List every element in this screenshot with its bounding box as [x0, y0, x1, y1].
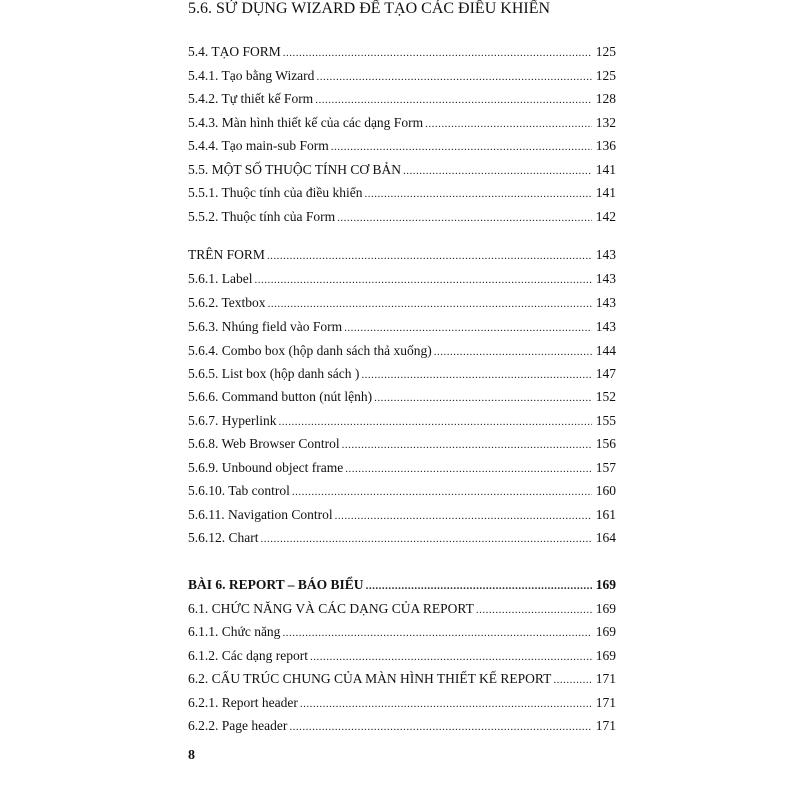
toc-entry-label: 5.6.2. Textbox [188, 295, 266, 310]
toc-entry [188, 433, 616, 455]
toc-entry-label: 5.6.4. Combo box (hộp danh sách thả xuống) [188, 343, 432, 358]
toc-entry [188, 715, 616, 737]
dot-leader [261, 528, 593, 550]
toc-entry-label: 5.5. MỘT SỐ THUỘC TÍNH CƠ BẢN [188, 162, 402, 177]
toc-entry-page: 143 [595, 247, 616, 262]
toc-entry-page: 169 [595, 577, 616, 592]
toc-entry [188, 159, 616, 181]
toc-entry-page: 155 [595, 413, 616, 428]
toc-entry-page: 171 [595, 695, 616, 710]
toc-entry [188, 316, 616, 338]
dot-leader [267, 245, 592, 267]
toc-entry-page: 152 [595, 389, 616, 404]
toc-entry-page: 132 [595, 115, 616, 130]
toc-entry-label: 5.6.6. Command button (nút lệnh) [188, 389, 373, 404]
toc-entry [188, 65, 616, 87]
toc-entry-label: 5.5.2. Thuộc tính của Form [188, 209, 336, 224]
toc-entry [188, 244, 616, 266]
toc-chapter-entry [188, 574, 616, 596]
toc-entry-label: 6.2. CẤU TRÚC CHUNG CỦA MÀN HÌNH THIẾT KẾ REPORT [188, 671, 552, 686]
dot-leader [425, 113, 592, 135]
dot-leader [289, 716, 592, 738]
toc-entry-label: 6.2.2. Page header [188, 718, 288, 733]
toc-entry-page: 143 [595, 319, 616, 334]
dot-leader [310, 646, 592, 668]
toc-entry-page: 169 [595, 601, 616, 616]
toc-entry [188, 206, 616, 228]
toc-entry-label: 5.6.7. Hyperlink [188, 413, 277, 428]
dot-leader [283, 42, 592, 64]
toc-entry-page: 171 [595, 718, 616, 733]
toc-entry-page: 143 [595, 271, 616, 286]
toc-entry-label: 6.1.2. Các dạng report [188, 648, 308, 663]
toc-entry-page: 141 [595, 162, 616, 177]
toc-entry-page: 142 [595, 209, 616, 224]
toc-entry [188, 268, 616, 290]
dot-leader [374, 387, 592, 409]
toc-entry-label: 5.6.12. Chart [188, 530, 259, 545]
toc-entry-page: 125 [595, 44, 616, 59]
toc-entry [188, 410, 616, 432]
toc-entry [188, 692, 616, 714]
toc-entry-label: 5.6.8. Web Browser Control [188, 436, 340, 451]
dot-leader [315, 89, 592, 111]
toc-entry-label: BÀI 6. REPORT – BÁO BIỂU [188, 577, 364, 592]
toc-entry-label: 5.6.5. List box (hộp danh sách ) [188, 366, 360, 381]
dot-leader [344, 317, 592, 339]
dot-leader [300, 693, 592, 715]
dot-leader [337, 207, 592, 229]
toc-entry-label: 5.4.1. Tạo bằng Wizard [188, 68, 315, 83]
toc-entry [188, 340, 616, 362]
toc-entry [188, 504, 616, 526]
dot-leader [361, 364, 592, 386]
dot-leader [364, 183, 592, 205]
dot-leader [279, 411, 593, 433]
dot-leader [335, 505, 592, 527]
toc-entry-label: 5.6.11. Navigation Control [188, 507, 333, 522]
toc-entry-label: 6.1. CHỨC NĂNG VÀ CÁC DẠNG CỦA REPORT [188, 601, 474, 616]
toc-entry [188, 645, 616, 667]
dot-leader [342, 434, 592, 456]
toc-entry [188, 527, 616, 549]
toc-entry-page: 136 [595, 138, 616, 153]
toc-entry-label-line1: 5.6. SỬ DỤNG WIZARD ĐỂ TẠO CÁC ĐIỀU KHIỂN [188, 0, 551, 17]
toc-entry-label: 6.2.1. Report header [188, 695, 298, 710]
toc-entry-page: 161 [595, 507, 616, 522]
toc-entry-page: 160 [595, 483, 616, 498]
toc-entry-page: 171 [595, 671, 616, 686]
toc-entry-page: 169 [595, 624, 616, 639]
toc-entry-page: 157 [595, 460, 616, 475]
toc-entry-label: 5.6.9. Unbound object frame [188, 460, 344, 475]
toc-entry [188, 363, 616, 385]
toc-entry-page: 141 [595, 185, 616, 200]
dot-leader [366, 575, 592, 597]
toc-entry-label: 5.4.4. Tạo main-sub Form [188, 138, 329, 153]
toc-entry [188, 386, 616, 408]
toc-entry [188, 135, 616, 157]
toc-entry-label: TRÊN FORM [188, 247, 265, 262]
toc-entry-label: 6.1.1. Chức năng [188, 624, 281, 639]
toc-entry-label: 5.5.1. Thuộc tính của điều khiển [188, 185, 363, 200]
dot-leader [254, 269, 592, 291]
toc-entry [188, 480, 616, 502]
toc-entry-page: 147 [595, 366, 616, 381]
dot-leader [268, 293, 592, 315]
toc-entry-page: 164 [595, 530, 616, 545]
toc-entry-page: 125 [595, 68, 616, 83]
dot-leader [345, 458, 592, 480]
toc-entry-label: 5.4. TẠO FORM [188, 44, 281, 59]
toc-entry [188, 88, 616, 110]
toc-entry [188, 598, 616, 620]
toc-entry [188, 182, 616, 204]
dot-leader [331, 136, 592, 158]
dot-leader [403, 160, 592, 182]
toc-entry-page: 128 [595, 91, 616, 106]
table-of-contents [188, 0, 616, 733]
dot-leader [476, 599, 592, 621]
dot-leader [292, 481, 592, 503]
page-number: 8 [188, 748, 195, 763]
toc-entry-label: 5.6.1. Label [188, 271, 253, 286]
toc-entry [188, 457, 616, 479]
dot-leader [434, 341, 592, 363]
toc-entry-page: 144 [595, 343, 616, 358]
dot-leader [282, 622, 592, 644]
toc-entry-label: 5.6.3. Nhúng field vào Form [188, 319, 343, 334]
toc-entry-label: 5.6.10. Tab control [188, 483, 290, 498]
toc-entry [188, 41, 616, 63]
dot-leader [553, 669, 592, 691]
toc-entry-page: 143 [595, 295, 616, 310]
toc-entry-label: 5.4.3. Màn hình thiết kế của các dạng Form [188, 115, 424, 130]
toc-entry-page: 156 [595, 436, 616, 451]
toc-entry-label: 5.4.2. Tự thiết kế Form [188, 91, 314, 106]
toc-entry [188, 668, 616, 690]
toc-entry-page: 169 [595, 648, 616, 663]
dot-leader [316, 66, 592, 88]
toc-entry [188, 621, 616, 643]
toc-entry [188, 292, 616, 314]
toc-entry [188, 112, 616, 134]
